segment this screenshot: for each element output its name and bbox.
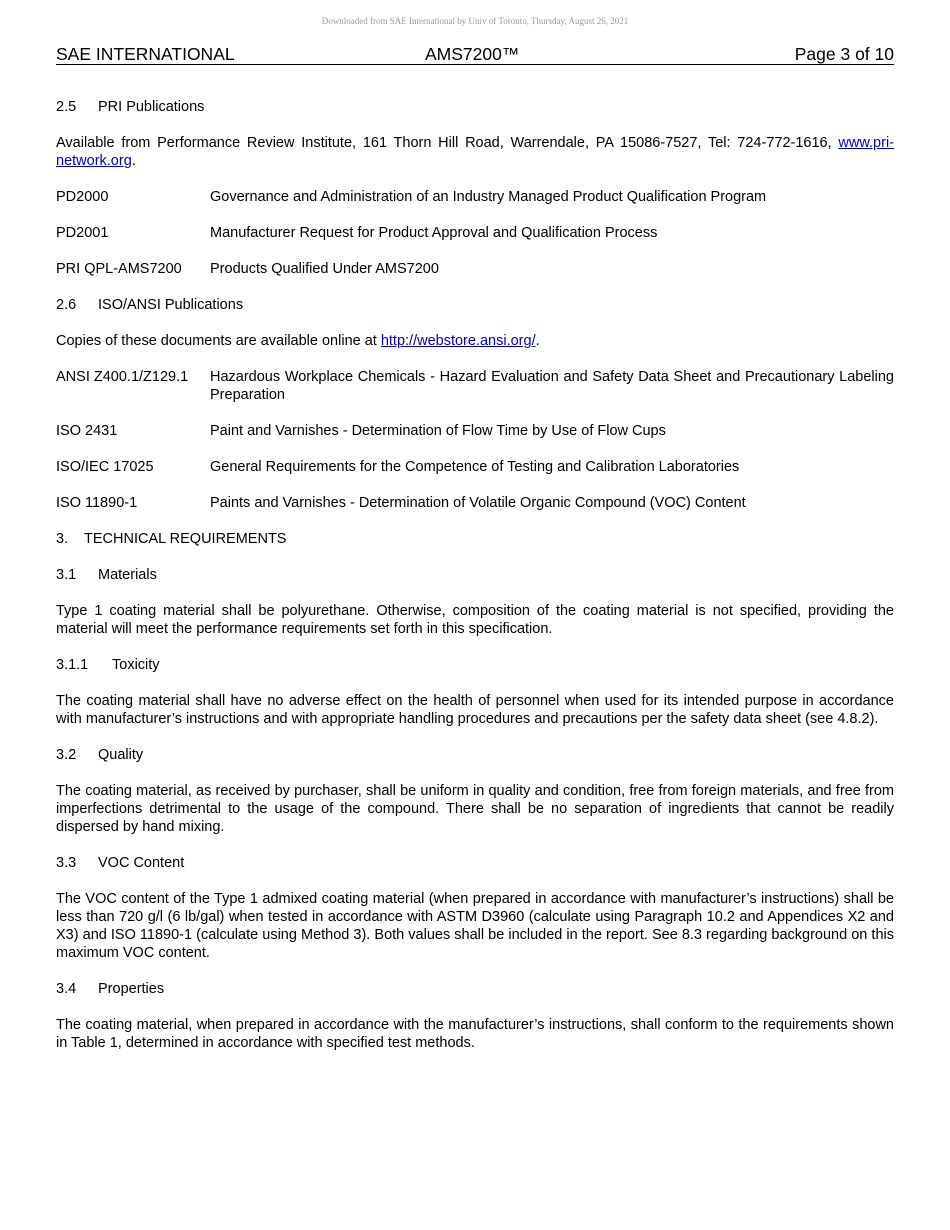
ansi-availability-paragraph bbox=[56, 332, 894, 350]
reference-code: ISO 2431 bbox=[56, 423, 118, 439]
section-number: 3.1 bbox=[56, 567, 77, 583]
reference-code: ISO 11890-1 bbox=[56, 495, 138, 511]
section-title: TECHNICAL REQUIREMENTS bbox=[84, 531, 287, 547]
section-number: 2.6 bbox=[56, 297, 77, 313]
section-3-4-heading bbox=[56, 980, 894, 998]
quality-paragraph: The coating material, as received by purchaser, shall be uniform in quality and condition, free from foreign materials, and free from imperfections detrimental to the usage of the compound. There shall be no separation of ingredients that cannot be readily dispersed by hand mixing. bbox=[56, 783, 894, 835]
document-body bbox=[56, 98, 894, 1070]
section-title: PRI Publications bbox=[98, 99, 205, 115]
pri-availability-paragraph bbox=[56, 134, 894, 170]
section-3-2-heading bbox=[56, 746, 894, 764]
section-number: 3.4 bbox=[56, 981, 77, 997]
reference-title: General Requirements for the Competence of Testing and Calibration Laboratories bbox=[210, 459, 740, 475]
reference-row bbox=[56, 260, 894, 278]
toxicity-paragraph: The coating material shall have no adverse effect on the health of personnel when used for its intended purpose in accordance with manufacturer’s instructions and with appropriate handling procedures and precautions per the safety data sheet (see 4.8.2). bbox=[56, 693, 894, 727]
reference-title: Paint and Varnishes - Determination of Flow Time by Use of Flow Cups bbox=[210, 423, 666, 439]
reference-code: ANSI Z400.1/Z129.1 bbox=[56, 369, 189, 385]
section-2-5-heading bbox=[56, 98, 894, 116]
download-watermark: Downloaded from SAE International by Univ of Toronto, Thursday, August 26, 2021 bbox=[321, 16, 629, 26]
reference-row bbox=[56, 224, 894, 242]
section-title: Toxicity bbox=[112, 657, 160, 673]
reference-row bbox=[56, 422, 894, 440]
pri-network-link[interactable]: www.pri-network.org bbox=[56, 135, 894, 169]
section-2-6-heading bbox=[56, 296, 894, 314]
reference-code: PD2000 bbox=[56, 189, 109, 205]
section-number: 3.2 bbox=[56, 747, 77, 763]
page-header bbox=[56, 44, 894, 65]
materials-paragraph: Type 1 coating material shall be polyurethane. Otherwise, composition of the coating material is not specified, providing the material will meet the performance requirements set forth in this specification. bbox=[56, 603, 894, 637]
paragraph-end: . bbox=[131, 153, 136, 169]
reference-title: Manufacturer Request for Product Approval and Qualification Process bbox=[210, 225, 658, 241]
header-doc-number: AMS7200™ bbox=[425, 44, 520, 64]
reference-row bbox=[56, 368, 894, 404]
section-title: ISO/ANSI Publications bbox=[98, 297, 244, 313]
properties-paragraph: The coating material, when prepared in accordance with the manufacturer’s instructions, shall conform to the requirements shown in Table 1, determined in accordance with specified test methods. bbox=[56, 1017, 894, 1051]
section-number: 2.5 bbox=[56, 99, 77, 115]
reference-title: Governance and Administration of an Industry Managed Product Qualification Program bbox=[210, 189, 767, 205]
section-3-1-heading bbox=[56, 566, 894, 584]
section-3-heading bbox=[56, 530, 894, 548]
paragraph-text: Available from Performance Review Institute, 161 Thorn Hill Road, Warrendale, PA 15086-7527, Tel: 724-772-1616, bbox=[56, 135, 839, 151]
reference-code: PD2001 bbox=[56, 225, 109, 241]
section-number: 3. bbox=[56, 531, 69, 547]
section-title: Materials bbox=[98, 567, 157, 583]
section-title: Properties bbox=[98, 981, 165, 997]
section-3-1-1-heading bbox=[56, 656, 894, 674]
paragraph-end: . bbox=[535, 333, 540, 349]
voc-content-paragraph: The VOC content of the Type 1 admixed coating material (when prepared in accordance with manufacturer’s instructions) shall be less than 720 g/l (6 lb/gal) when tested in accordance with ASTM D3960 (calculate using Paragraph 10.2 and Appendices X2 and X3) and ISO 11890-1 (calculate using Method 3). Both values shall be included in the report. See 8.3 regarding background on this maximum VOC content. bbox=[56, 891, 894, 961]
reference-title: Paints and Varnishes - Determination of Volatile Organic Compound (VOC) Content bbox=[210, 495, 746, 511]
section-title: Quality bbox=[98, 747, 144, 763]
header-page-number: Page 3 of 10 bbox=[794, 44, 894, 64]
section-3-3-heading bbox=[56, 854, 894, 872]
reference-code: ISO/IEC 17025 bbox=[56, 459, 154, 475]
reference-title: Products Qualified Under AMS7200 bbox=[210, 261, 439, 277]
reference-row bbox=[56, 494, 894, 512]
reference-row bbox=[56, 458, 894, 476]
header-publisher: SAE INTERNATIONAL bbox=[56, 44, 235, 64]
paragraph-text: Copies of these documents are available online at bbox=[56, 333, 381, 349]
section-title: VOC Content bbox=[98, 855, 185, 871]
section-number: 3.1.1 bbox=[56, 657, 89, 673]
section-number: 3.3 bbox=[56, 855, 77, 871]
ansi-webstore-link[interactable]: http://webstore.ansi.org/ bbox=[380, 333, 536, 349]
reference-row bbox=[56, 188, 894, 206]
reference-title: Hazardous Workplace Chemicals - Hazard Evaluation and Safety Data Sheet and Precautionary Labeling Preparation bbox=[210, 369, 894, 403]
reference-code: PRI QPL-AMS7200 bbox=[56, 261, 182, 277]
